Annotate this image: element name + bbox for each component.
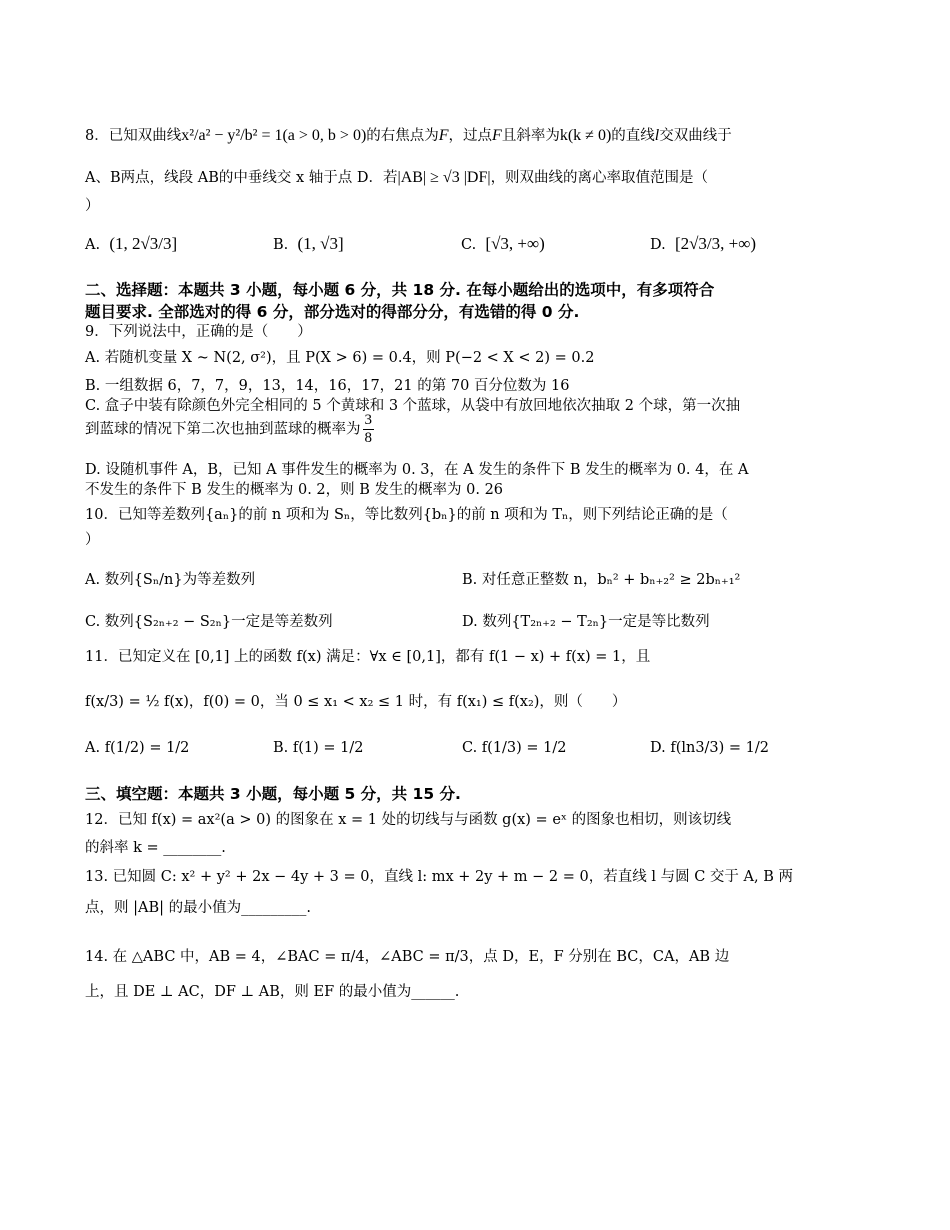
q9-option-c-line1: C. 盒子中装有除颜色外完全相同的 5 个黄球和 3 个蓝球，从袋中有放回地依次抽取 2 个球，第一次抽 <box>85 398 741 414</box>
q10-option-d: D. 数列{T₂ₙ₊₂ − T₂ₙ}一定是等比数列 <box>462 614 710 630</box>
q14-line2: 上，且 DE ⊥ AC，DF ⊥ AB，则 EF 的最小值为______. <box>85 984 460 1000</box>
probability-fraction: $\frac{3}{8}$ <box>364 412 372 446</box>
q8-option-a: A. (1, 2√3/3] <box>85 234 178 253</box>
q8-option-b: B. (1, √3] <box>273 234 344 253</box>
q9-option-d-line2: 不发生的条件下 B 发生的概率为 0. 2，则 B 发生的概率为 0. 26 <box>85 482 504 498</box>
slope-condition: k(k ≠ 0) <box>559 127 612 144</box>
q10-stem-line1: 10．已知等差数列{aₙ}的前 n 项和为 Sₙ，等比数列{bₙ}的前 n 项和为 Tₙ，则下列结论正确的是（ <box>85 507 728 523</box>
q8-option-d: D. [2√3/3, +∞) <box>650 234 757 253</box>
q8-option-c: C. [√3, +∞) <box>461 234 545 253</box>
q12-line2: 的斜率 k = ________. <box>85 840 226 856</box>
q9-option-b: B. 一组数据 6，7，7，9，13，14，16，17，21 的第 70 百分位数为 16 <box>85 378 570 394</box>
q10-option-b: B. 对任意正整数 n，bₙ² + bₙ₊₂² ≥ 2bₙ₊₁² <box>462 572 741 588</box>
q9-option-d-line1: D. 设随机事件 A，B，已知 A 事件发生的概率为 0. 3，在 A 发生的条件下 B 发生的概率为 0. 4，在 A <box>85 462 749 478</box>
section-2-title-line2: 题目要求. 全部选对的得 6 分，部分选对的得部分分，有选错的得 0 分. <box>85 303 580 321</box>
q8-line3: ） <box>85 198 100 214</box>
q11-stem-line2: f(x/3) = ½ f(x)，f(0) = 0，当 0 ≤ x₁ < x₂ ≤ 1 时，有 f(x₁) ≤ f(x₂)，则（ ） <box>85 694 627 710</box>
section-3-title: 三、填空题：本题共 3 小题，每小题 5 分，共 15 分. <box>85 785 461 803</box>
q10-stem-line2: ） <box>85 532 100 548</box>
q9-stem: 9．下列说法中，正确的是（ ） <box>85 324 312 340</box>
q8-line2: A、B两点，线段 AB的中垂线交 x 轴于点 D．若|AB| ≥ √3 |DF|，则双曲线的离心率取值范围是（ <box>85 169 709 186</box>
q13-line2: 点，则 |AB| 的最小值为_________. <box>85 900 311 916</box>
q8-condition: |AB| ≥ √3 |DF| <box>397 169 491 186</box>
q9-option-a: A. 若随机变量 X ~ N(2, σ²)，且 P(X > 6) = 0.4，则 P(−2 < X < 2) = 0.2 <box>85 350 595 366</box>
q12-line1: 12．已知 f(x) = ax²(a > 0) 的图象在 x = 1 处的切线与与函数 g(x) = eˣ 的图象也相切，则该切线 <box>85 812 732 828</box>
q11-option-a: A. f(1/2) = 1/2 <box>85 740 190 756</box>
q11-option-b: B. f(1) = 1/2 <box>273 740 364 756</box>
hyperbola-equation: x²/a² − y²/b² = 1(a > 0, b > 0) <box>181 127 367 144</box>
section-2-title-line1: 二、选择题：本题共 3 小题，每小题 6 分，共 18 分. 在每小题给出的选项中，有多项符合 <box>85 281 715 299</box>
q8-line1: 8．已知双曲线x²/a² − y²/b² = 1(a > 0, b > 0)的右焦点为F，过点F且斜率为k(k ≠ 0)的直线l交双曲线于 <box>85 127 732 144</box>
q9-option-c-line2: 到蓝球的情况下第二次也抽到蓝球的概率为 $\frac{3}{8}$ <box>85 412 372 446</box>
q11-stem-line1: 11．已知定义在 [0,1] 上的函数 f(x) 满足：∀x ∈ [0,1]，都有 f(1 − x) + f(x) = 1，且 <box>85 649 651 665</box>
q14-line1: 14. 在 △ABC 中，AB = 4，∠BAC = π/4，∠ABC = π/3，点 D，E，F 分别在 BC，CA，AB 边 <box>85 949 730 965</box>
q11-option-d: D. f(ln3/3) = 1/2 <box>650 740 770 756</box>
q10-option-a: A. 数列{Sₙ/n}为等差数列 <box>85 572 256 588</box>
q11-option-c: C. f(1/3) = 1/2 <box>462 740 567 756</box>
q13-line1: 13. 已知圆 C: x² + y² + 2x − 4y + 3 = 0，直线 l: mx + 2y + m − 2 = 0，若直线 l 与圆 C 交于 A, B 两 <box>85 869 793 885</box>
q10-option-c: C. 数列{S₂ₙ₊₂ − S₂ₙ}一定是等差数列 <box>85 614 333 630</box>
